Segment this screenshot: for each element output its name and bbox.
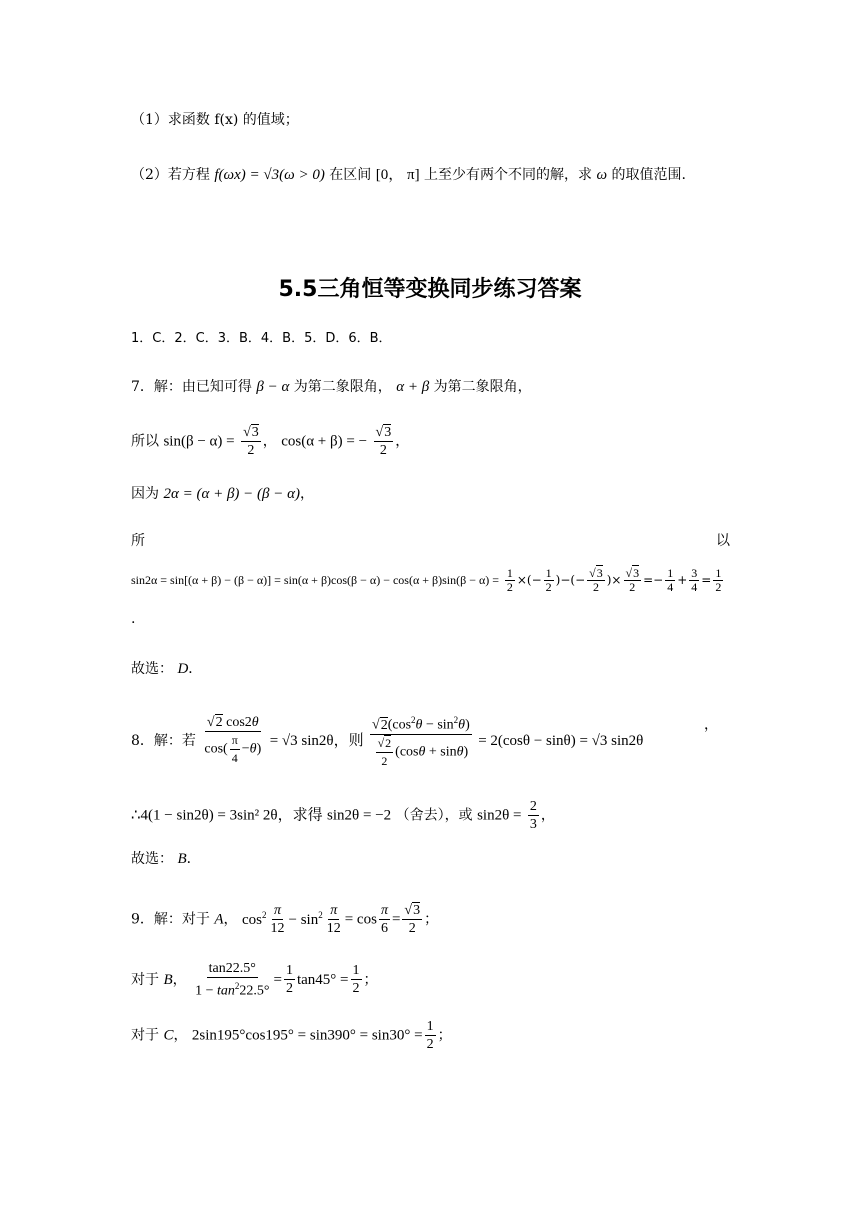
s8-fraction-2: $√2(\cos^2\theta - \sin^2\theta)$ $\frac{√2}{2}$ (cosθ + sinθ) (370, 712, 472, 770)
q2-interval: [0， π] (375, 167, 420, 183)
s9-intro: 9．解：对于 (131, 911, 210, 928)
s7-sin-expr: sin(β − α) = (163, 433, 235, 450)
solution-9-A: 9．解：对于 A， $\cos^2$ $\frac{\pi}{12}$ − $\sin^2$ $\frac{\pi}{12}$ = cos $\frac{\pi}{6}$ = $\frac{√3}{2}$ ； (131, 903, 439, 936)
page-title: 5.5三角恒等变换同步练习答案 (278, 277, 582, 302)
question-2 (131, 166, 686, 184)
s8-fraction-1: √2 cos2θ cos( $\frac{\pi}{4}$ −θ) (204, 715, 262, 766)
s8-result-1: sin2θ = −2 (327, 807, 392, 824)
s7-text-1: 为第二象限角， (293, 379, 392, 395)
fraction-2-over-3: $\frac{2}{3}$ (529, 799, 537, 832)
solution-7-dot: . (131, 611, 136, 627)
solution-8-line-2: ∴4(1 − sin2θ) = 3sin² 2θ，求得 sin2θ = −2 （舍去），或 sin2θ = $\frac{2}{3}$ ， (131, 799, 555, 832)
q2-omega: ω (596, 167, 608, 183)
q2-equation: f(ωx) = √3(ω > 0) (214, 167, 325, 183)
s8-therefore: ∴4(1 − sin2θ) = 3sin² 2θ，求得 (131, 807, 323, 824)
solution-7-because: 因为 2α = (α + β) − (β − α)， (131, 486, 314, 502)
fraction-sqrt3-over-2: $\frac{√3}{2}$ (243, 425, 259, 458)
s8-trailing-comma: ， (704, 717, 718, 733)
s9-label-B: B (163, 971, 173, 988)
s9-duiyu-B: 对于 (131, 971, 159, 988)
s7-cos-expr: cos(α + β) = − (281, 433, 368, 450)
q2-text-3: 上至少有两个不同的解，求 (424, 167, 593, 183)
solution-9-B: 对于 B， $\frac{\tan 22.5^\circ}{1 - \tan^222.5^\circ}$ = $\frac{1}{2}$ tan45° = $\frac{1}{2}$ ； (131, 961, 378, 999)
q2-text-2: 在区间 (329, 167, 372, 183)
s7-choose-label: 故选： (131, 661, 173, 677)
q2-text-4: 的取值范围. (611, 167, 686, 183)
q2-text-1: （2）若方程 (131, 167, 210, 183)
question-1-text: （1）求函数 f(x) 的值域； (131, 112, 299, 128)
solution-8-line-1 (131, 712, 643, 770)
s7-choice: D (177, 661, 189, 677)
s9-label-A: A (214, 911, 224, 928)
fraction-sqrt3-over-2: $\frac{√3}{2}$ (375, 425, 392, 458)
solution-7-suo: 所 (131, 533, 145, 549)
s7-intro-text: 7．解：由已知可得 (131, 379, 252, 395)
s7-text-2: 为第二象限角， (433, 379, 532, 395)
s8-choice: B (177, 851, 187, 867)
s7-because: 因为 (131, 486, 159, 502)
question-1 (131, 111, 299, 129)
solution-7-intro (131, 378, 532, 396)
answer-key: 1．C．2．C．3．B．4．B．5．D．6．B． (131, 331, 392, 346)
s8-intro: 8．解：若 (131, 732, 196, 749)
s7-because-expr: 2α = (α + β) − (β − α) (163, 486, 300, 502)
solution-7-long-expression: sin2α = sin[(α + β) − (β − α)] = sin(α + β)cos(β − α) − cos(α + β)sin(β − α) = $\frac{1}{2}$ ×(− $\frac{1}{2}$ )−(− $\frac{√3}{2}$ )× $\frac{√3}{2}$ =− $\frac{1}{4}$ + $\frac{3}{4}$ = $\frac{1}{2}$ (131, 566, 722, 594)
s7-angle-2: α + β (396, 379, 430, 395)
s8-result-2: sin2θ = (477, 807, 522, 824)
solution-9-C: 对于 C， 2sin195°cos195° = sin390° = sin30° = $\frac{1}{2}$ ； (131, 1019, 452, 1052)
s7-long-expr: sin2α = sin[(α + β) − (β − α)] = sin(α + β)cos(β − α) − cos(α + β)sin(β − α) = (131, 573, 500, 587)
s8-discard: （舍去），或 (395, 807, 473, 824)
s8-choose-label: 故选： (131, 851, 173, 867)
s9-label-C: C (163, 1027, 174, 1044)
solution-7-choose: 故选： D． (131, 661, 203, 677)
s7-so: 所以 (131, 433, 159, 450)
s9-duiyu-C: 对于 (131, 1027, 159, 1044)
solution-7-values: 所以 sin(β − α) = $\frac{√3}{2}$ ， cos(α + β) = − $\frac{√3}{2}$ ， (131, 425, 410, 458)
solution-8-choose: 故选： B． (131, 851, 201, 867)
s8-eq-1: = √3 sin2θ，则 (269, 732, 364, 749)
s8-eq-2: = 2(cosθ − sinθ) = √3 sin2θ (478, 732, 644, 749)
s7-angle-1: β − α (256, 379, 290, 395)
solution-7-yi: 以 (716, 533, 730, 549)
